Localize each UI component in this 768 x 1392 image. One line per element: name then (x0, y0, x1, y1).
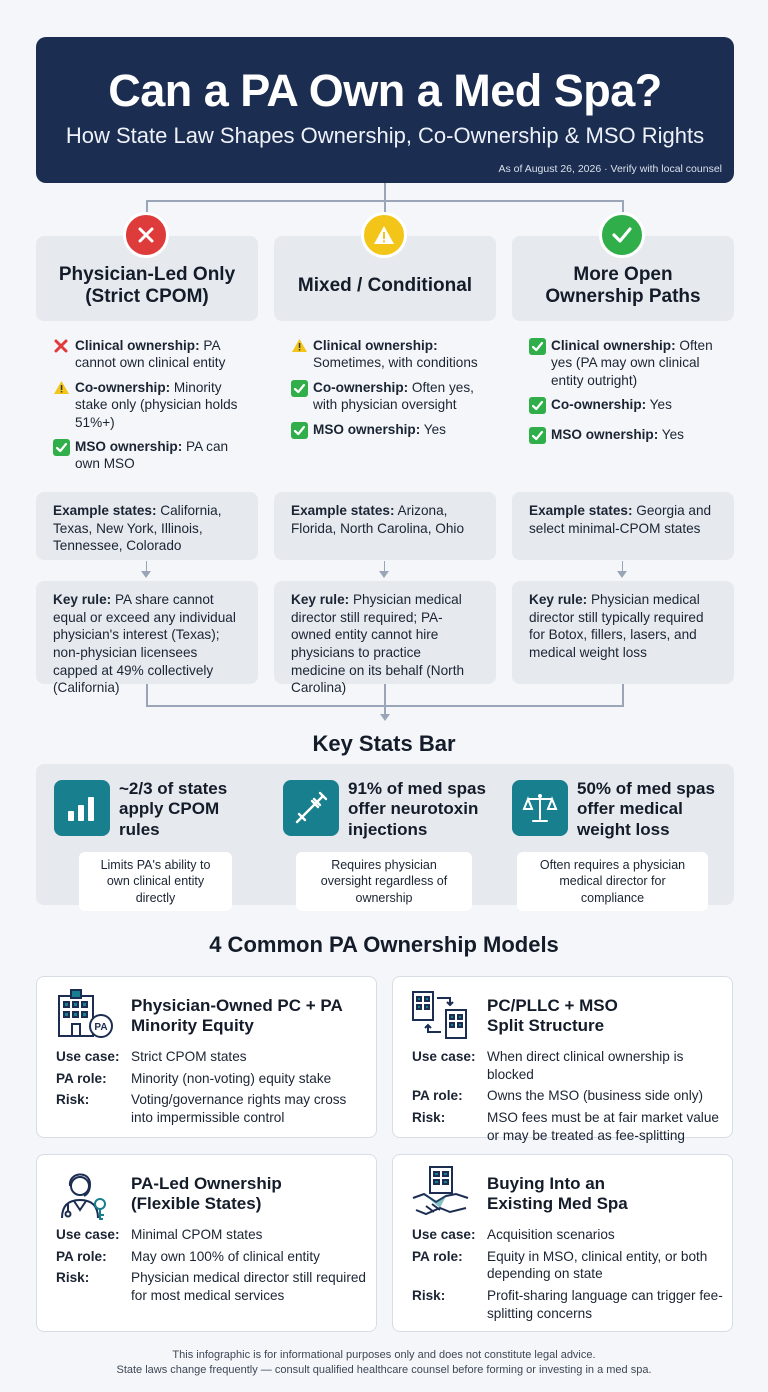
stat-note: Often requires a physician medical director for compliance (517, 852, 708, 911)
detail-row (56, 1070, 366, 1088)
item-text: Minority stake only (physician holds 51%+) (75, 379, 238, 430)
detail-row (56, 1091, 366, 1126)
stat-headline: ~2/3 of states apply CPOM rules (119, 779, 228, 839)
key-rule-text: Physician medical director still required; PA-owned entity cannot hire physicians to practice medicine on its behalf (North Carolina) (291, 592, 465, 696)
models-title: 4 Common PA Ownership Models (209, 932, 559, 957)
detail-key: Risk: (412, 1288, 446, 1304)
detail-row (412, 1287, 724, 1322)
stat-headline: 50% of med spas offer medical weight loss (577, 779, 715, 839)
disclaimer-line: State laws change frequently — consult qualified healthcare counsel before forming or investing in a med spa. (116, 1364, 652, 1377)
stat-headline: 91% of med spas offer neurotoxin injections (348, 779, 486, 839)
check-circle-icon (599, 212, 645, 258)
item-label: MSO ownership: (75, 438, 183, 454)
column-title-line: More Open (573, 263, 673, 285)
column-items-mixed (291, 337, 496, 450)
item-label: Co-ownership: (313, 379, 409, 395)
detail-row (412, 1048, 724, 1083)
check-box-icon (291, 421, 313, 443)
key-rule-mixed (274, 581, 496, 696)
item-label: Co-ownership: (75, 379, 171, 395)
item-label: MSO ownership: (313, 421, 421, 437)
detail-value: Profit-sharing language can trigger fee-splitting concerns (487, 1288, 723, 1321)
list-item (53, 337, 253, 372)
item-label: Co-ownership: (551, 397, 647, 413)
warning-icon (291, 337, 313, 372)
item-label: Clinical ownership: (75, 338, 200, 353)
detail-value: MSO fees must be at fair market value or may be treated as fee-splitting (487, 1110, 719, 1143)
example-text: California, Texas, New York, Illinois, Tennessee, Colorado (53, 503, 222, 554)
item-text: PA can own MSO (75, 438, 229, 472)
detail-key: Use case: (412, 1049, 476, 1064)
detail-key: PA role: (56, 1248, 107, 1264)
example-text: Arizona, Florida, North Carolina, Ohio (291, 503, 465, 536)
detail-key: Use case: (56, 1049, 120, 1064)
stats-title: Key Stats Bar (312, 731, 456, 756)
syringe-icon (283, 780, 339, 836)
example-states-strict (36, 492, 258, 560)
stat-note: Requires physician oversight regardless of ownership (296, 852, 472, 911)
building-pa-icon (53, 988, 115, 1045)
bar-chart-icon (54, 780, 110, 836)
example-text: Georgia and select minimal-CPOM states (529, 503, 712, 536)
header-banner (36, 37, 734, 183)
key-rule-open (512, 581, 734, 684)
check-box-icon (529, 337, 551, 389)
detail-value: May own 100% of clinical entity (131, 1248, 320, 1264)
item-label: Clinical ownership: (551, 338, 676, 353)
model-details (56, 1226, 366, 1309)
detail-row (56, 1269, 366, 1304)
item-text: Yes (658, 426, 684, 442)
scale-icon (512, 780, 568, 836)
clinician-key-icon (54, 1164, 112, 1227)
item-text: PA cannot own clinical entity (75, 338, 226, 371)
detail-value: Acquisition scenarios (487, 1227, 615, 1242)
model-details (56, 1048, 366, 1131)
detail-value: Equity in MSO, clinical entity, or both depending on state (487, 1248, 708, 1282)
disclaimer-line: This infographic is for informational purposes only and does not constitute legal advice. (172, 1349, 596, 1361)
example-label: Example states: (53, 503, 157, 518)
item-label: Clinical ownership: (313, 338, 438, 353)
detail-row (412, 1109, 724, 1144)
warning-icon (53, 379, 75, 431)
list-item (53, 379, 253, 431)
example-states-mixed (274, 492, 496, 560)
arrow-down-icon (141, 571, 151, 578)
list-item (291, 337, 496, 372)
detail-key: Use case: (412, 1227, 476, 1242)
detail-key: Use case: (56, 1227, 120, 1242)
item-text: Yes (420, 421, 446, 437)
model-details (412, 1226, 724, 1326)
list-item (529, 337, 721, 389)
column-items-open (529, 337, 721, 455)
arrow-down-icon (617, 571, 627, 578)
check-box-icon (529, 396, 551, 418)
key-rule-text: Physician medical director still typically required for Botox, fillers, lasers, and medical weight loss (529, 592, 704, 661)
column-title-line: Ownership Paths (545, 285, 701, 307)
item-text: Sometimes, with conditions (313, 355, 478, 371)
two-buildings-icon (410, 988, 470, 1047)
detail-row (56, 1248, 366, 1266)
stat-note: Limits PA's ability to own clinical entity directly (79, 852, 232, 911)
column-title-line: (Strict CPOM) (85, 285, 209, 307)
example-label: Example states: (529, 503, 633, 518)
example-label: Example states: (291, 503, 395, 518)
arrow-down-icon (380, 714, 390, 721)
column-title-line: Physician-Led Only (58, 263, 236, 285)
list-item (53, 438, 253, 473)
list-item (291, 421, 496, 443)
example-states-open (512, 492, 734, 560)
connector (384, 183, 386, 201)
disclaimer (0, 1348, 768, 1379)
key-rule-label: Key rule: (291, 592, 350, 607)
column-title-line: Mixed / Conditional (297, 274, 473, 296)
check-box-icon (291, 379, 313, 414)
detail-key: PA role: (412, 1248, 463, 1264)
detail-row (412, 1087, 724, 1105)
detail-key: Risk: (56, 1270, 90, 1286)
as-of-note: As of August 26, 2026 · Verify with local counsel (498, 163, 722, 175)
svg-text:PA: PA (94, 1022, 108, 1033)
check-box-icon (53, 438, 75, 473)
list-item (529, 396, 721, 418)
connector (622, 684, 624, 706)
list-item (291, 379, 496, 414)
detail-value: Minority (non-voting) equity stake (131, 1070, 332, 1086)
detail-row (56, 1226, 366, 1244)
detail-row (56, 1048, 366, 1066)
model-details (412, 1048, 724, 1148)
detail-key: PA role: (412, 1088, 463, 1104)
key-rule-text: PA share cannot equal or exceed any individual physician's interest (Texas); non-physician licensees capped at 49% collectively (California) (53, 592, 236, 696)
detail-value: Physician medical director still required for most medical services (131, 1270, 366, 1304)
page-subtitle: How State Law Shapes Ownership, Co-Ownership & MSO Rights (65, 123, 705, 148)
column-items-strict (53, 337, 253, 480)
detail-row (412, 1248, 724, 1283)
page-title: Can a PA Own a Med Spa? (108, 65, 662, 116)
key-rule-label: Key rule: (53, 592, 112, 607)
model-title: PC/PLLC + MSO Split Structure (487, 996, 618, 1036)
handshake-building-icon (410, 1164, 472, 1225)
check-box-icon (529, 426, 551, 448)
list-item (529, 426, 721, 448)
detail-value: Minimal CPOM states (131, 1227, 263, 1242)
detail-value: When direct clinical ownership is blocked (487, 1049, 684, 1082)
detail-value: Voting/governance rights may cross into impermissible control (131, 1092, 347, 1126)
item-text: Often yes, with physician oversight (313, 379, 474, 413)
item-text: Often yes (PA may own clinical entity outright) (551, 338, 713, 388)
detail-key: Risk: (412, 1110, 446, 1126)
item-label: MSO ownership: (551, 426, 659, 442)
detail-row (412, 1226, 724, 1244)
detail-value: Owns the MSO (business side only) (487, 1088, 704, 1104)
connector (146, 684, 148, 706)
arrow-down-icon (379, 571, 389, 578)
detail-value: Strict CPOM states (131, 1049, 247, 1064)
key-rule-strict (36, 581, 258, 696)
item-text: Yes (646, 397, 672, 413)
detail-key: Risk: (56, 1092, 90, 1108)
connector (384, 684, 386, 714)
warning-circle-icon (361, 212, 407, 258)
model-title: PA-Led Ownership (Flexible States) (131, 1174, 282, 1214)
detail-key: PA role: (56, 1070, 107, 1086)
cross-icon (53, 337, 75, 372)
x-circle-icon (123, 212, 169, 258)
key-rule-label: Key rule: (529, 592, 588, 607)
model-title: Buying Into an Existing Med Spa (487, 1174, 628, 1214)
model-title: Physician-Owned PC + PA Minority Equity (131, 996, 343, 1036)
